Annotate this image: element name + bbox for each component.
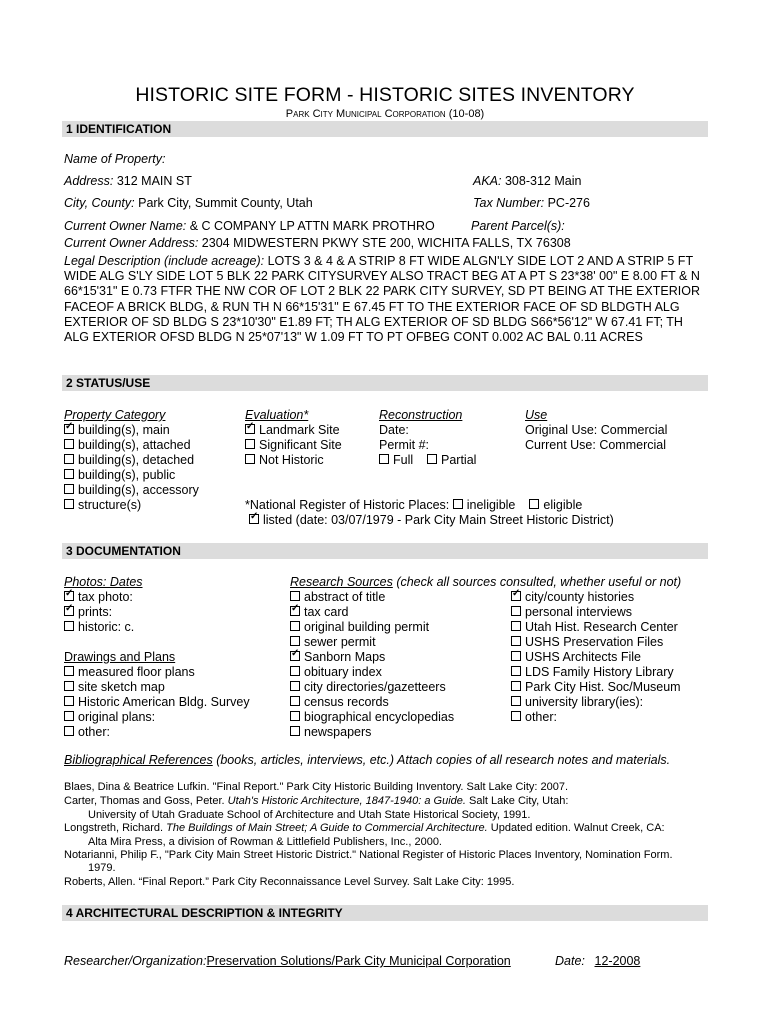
checkbox-icon[interactable]	[511, 651, 521, 661]
owner-label: Current Owner Name:	[64, 219, 187, 233]
evaluation-item[interactable]: Not Historic	[245, 453, 324, 467]
checked-checkbox-icon[interactable]	[249, 514, 259, 524]
checkbox-icon[interactable]	[511, 681, 521, 691]
checkbox-icon[interactable]	[290, 621, 300, 631]
checkbox-icon[interactable]	[64, 621, 74, 631]
checkbox-icon[interactable]	[290, 696, 300, 706]
checkbox-icon[interactable]	[64, 726, 74, 736]
national-register-row	[245, 498, 582, 512]
drawings-item[interactable]: measured floor plans	[64, 665, 195, 679]
address-label: Address:	[64, 174, 114, 188]
owner-address-row	[64, 236, 571, 250]
checkbox-icon[interactable]	[64, 696, 74, 706]
research-item[interactable]: ✓city/county histories	[511, 590, 634, 604]
checkbox-icon[interactable]	[511, 606, 521, 616]
section-2-title: 2 STATUS/USE	[66, 376, 151, 390]
research-item[interactable]: personal interviews	[511, 605, 632, 619]
checkbox-icon[interactable]	[64, 469, 74, 479]
checked-checkbox-icon[interactable]	[511, 591, 521, 601]
checkbox-icon[interactable]	[511, 666, 521, 676]
section-2-header	[62, 375, 708, 391]
property-category-item[interactable]: building(s), accessory	[64, 483, 199, 497]
checkbox-icon[interactable]	[379, 454, 389, 464]
bibliography-note: (books, articles, interviews, etc.) Attach copies of all research notes and materials.	[216, 753, 671, 767]
legal-description-label: Legal Description (include acreage):	[64, 254, 265, 268]
city-label: City, County:	[64, 196, 135, 210]
checked-checkbox-icon[interactable]	[64, 606, 74, 616]
book-title: Utah's Historic Architecture, 1847-1940: a Guide.	[227, 795, 466, 807]
name-of-property-label: Name of Property:	[64, 152, 166, 166]
evaluation-item[interactable]: ✓Landmark Site	[245, 423, 340, 437]
reconstruction-permit-label: Permit #:	[379, 438, 430, 452]
checked-checkbox-icon[interactable]	[64, 424, 74, 434]
property-category-item[interactable]: ✓building(s), main	[64, 423, 170, 437]
section-3-title: 3 DOCUMENTATION	[66, 544, 181, 558]
property-category-heading: Property Category	[64, 408, 166, 422]
research-item[interactable]: ✓tax card	[290, 605, 348, 619]
research-item[interactable]: university library(ies):	[511, 695, 643, 709]
bib-entry: Notarianni, Philip F., "Park City Main Street Historic District." National Register of Historic Places Inventory, Nomination Form.	[64, 849, 673, 861]
checkbox-icon[interactable]	[290, 711, 300, 721]
aka-row	[473, 174, 581, 188]
checkbox-icon[interactable]	[64, 666, 74, 676]
checkbox-icon[interactable]	[290, 681, 300, 691]
checkbox-icon[interactable]	[290, 591, 300, 601]
research-item[interactable]: Park City Hist. Soc/Museum	[511, 680, 681, 694]
legal-description-value: LOTS 3 & 4 & A STRIP 8 FT WIDE ALGN'LY SIDE LOT 2 AND A STRIP 5 FT WIDE ALG S'LY SIDE LOT 5 BLK 22 PARK CITYSURVEY ALSO TRACT BEG AT A PT S 23*38' 00" E 8.00 FT & N 66*15'31" E 0.73 FTFR THE NW COR OF LOT 2 BLK 22 PARK CITY SURVEY, SD PT BEING AT THE EXTERIOR FACEOF A BRICK BLDG, & RUN TH N 66*15'31" E 67.45 FT TO THE EXTERIOR FACE OF SD BLDGTH ALG EXTERIOR OF SD BLDG S 23*10'30" E1.89 FT; TH ALG EXTERIOR OF SD BLDG S66*56'12" W 67.41 FT; TH ALG EXTERIOR OFSD BLDG N 25*07'13" W 1.09 FT TO PT OFBEG CONT 0.002 AC BAL 0.11 ACRES	[64, 254, 700, 345]
research-sources-heading: Research Sources	[290, 575, 393, 589]
address-row	[64, 174, 192, 188]
date-value: 12-2008	[594, 954, 641, 968]
nr-listed-row[interactable]	[249, 513, 614, 527]
checkbox-icon[interactable]	[511, 621, 521, 631]
national-register-label: *National Register of Historic Places:	[245, 498, 450, 512]
section-3-header	[62, 543, 708, 559]
form-subtitle: Park City Municipal Corporation (10-08)	[285, 108, 485, 120]
property-category-item[interactable]: building(s), attached	[64, 438, 191, 452]
legal-description	[64, 254, 704, 345]
bib-entry: Alta Mira Press, a division of Rowman & Littlefield Publishers, Inc., 2000.	[88, 836, 442, 848]
section-1-title: 1 IDENTIFICATION	[66, 122, 172, 136]
checkbox-icon[interactable]	[64, 499, 74, 509]
reconstruction-full-option[interactable]: Full	[379, 453, 413, 467]
researcher-value: Preservation Solutions/Park City Municipal Corporation	[206, 954, 511, 968]
photos-item[interactable]: ✓tax photo:	[64, 590, 133, 604]
checkbox-icon[interactable]	[245, 439, 255, 449]
section-1-header	[62, 121, 708, 137]
address-value: 312 MAIN ST	[116, 174, 192, 188]
tax-label: Tax Number:	[473, 196, 545, 210]
bib-entry: University of Utah Graduate School of Architecture and Utah State Historical Society, 1991.	[88, 809, 531, 821]
original-use: Original Use: Commercial	[525, 423, 668, 437]
drawings-item[interactable]: Historic American Bldg. Survey	[64, 695, 250, 709]
checked-checkbox-icon[interactable]	[64, 591, 74, 601]
city-value: Park City, Summit County, Utah	[138, 196, 313, 210]
checkbox-icon[interactable]	[511, 696, 521, 706]
research-item[interactable]: ✓Sanborn Maps	[290, 650, 385, 664]
research-item[interactable]: original building permit	[290, 620, 429, 634]
bibliography-heading: Bibliographical References	[64, 753, 213, 767]
photos-item[interactable]: historic: c.	[64, 620, 134, 634]
research-item[interactable]: city directories/gazetteers	[290, 680, 446, 694]
research-item[interactable]: obituary index	[290, 665, 382, 679]
research-item[interactable]: census records	[290, 695, 389, 709]
tax-value: PC-276	[547, 196, 590, 210]
research-item[interactable]: sewer permit	[290, 635, 376, 649]
property-category-item[interactable]: building(s), public	[64, 468, 175, 482]
checkbox-icon[interactable]	[64, 454, 74, 464]
research-sources-row	[290, 575, 681, 589]
research-item[interactable]: Utah Hist. Research Center	[511, 620, 678, 634]
nr-eligible-label: eligible	[543, 498, 583, 512]
research-item[interactable]: abstract of title	[290, 590, 385, 604]
checkbox-icon[interactable]	[511, 636, 521, 646]
section-4-title: 4 ARCHITECTURAL DESCRIPTION & INTEGRITY	[66, 906, 343, 920]
book-title: The Buildings of Main Street; A Guide to Commercial Architecture.	[166, 822, 488, 834]
property-category-item[interactable]: building(s), detached	[64, 453, 194, 467]
checked-checkbox-icon[interactable]	[245, 424, 255, 434]
use-heading: Use	[525, 408, 548, 422]
checkbox-icon[interactable]	[511, 711, 521, 721]
reconstruction-heading: Reconstruction	[379, 408, 463, 422]
photos-heading: Photos: Dates	[64, 575, 143, 589]
owner-address-value: 2304 MIDWESTERN PKWY STE 200, WICHITA FALLS, TX 76308	[201, 236, 571, 250]
research-item[interactable]: USHS Architects File	[511, 650, 641, 664]
checkbox-icon[interactable]	[64, 711, 74, 721]
drawings-item[interactable]: site sketch map	[64, 680, 165, 694]
date-label: Date:	[555, 954, 585, 968]
bib-entry: 1979.	[88, 862, 116, 874]
owner-row	[64, 219, 435, 233]
research-item[interactable]: USHS Preservation Files	[511, 635, 663, 649]
city-row	[64, 196, 313, 210]
section-4-header	[62, 905, 708, 921]
tax-row	[473, 196, 590, 210]
owner-address-label: Current Owner Address:	[64, 236, 199, 250]
checkbox-icon[interactable]	[64, 484, 74, 494]
drawings-heading: Drawings and Plans	[64, 650, 176, 664]
nr-listed-label: listed (date: 03/07/1979 - Park City Main Street Historic District)	[263, 513, 614, 527]
bib-entry: Carter, Thomas and Goss, Peter. Utah's Historic Architecture, 1847-1940: a Guide. Salt Lake City, Utah:	[64, 795, 569, 807]
nr-ineligible-label: ineligible	[466, 498, 516, 512]
research-item[interactable]: biographical encyclopedias	[290, 710, 454, 724]
research-item[interactable]: LDS Family History Library	[511, 665, 674, 679]
research-item[interactable]: newspapers	[290, 725, 371, 739]
form-title: HISTORIC SITE FORM - HISTORIC SITES INVENTORY	[135, 84, 635, 106]
research-sources-note: (check all sources consulted, whether useful or not)	[396, 575, 682, 589]
bib-entry: Blaes, Dina & Beatrice Lufkin. "Final Report." Park City Historic Building Inventory. Salt Lake City: 2007.	[64, 781, 569, 793]
parent-parcel-label: Parent Parcel(s):	[471, 219, 565, 233]
drawings-item[interactable]: original plans:	[64, 710, 155, 724]
owner-value: & C COMPANY LP ATTN MARK PROTHRO	[189, 219, 435, 233]
date-row	[555, 954, 640, 968]
checkbox-icon[interactable]	[290, 726, 300, 736]
checkbox-icon[interactable]	[64, 439, 74, 449]
checkbox-icon[interactable]	[245, 454, 255, 464]
checkbox-icon[interactable]	[453, 499, 463, 509]
bibliography-row	[64, 753, 670, 767]
checkbox-icon[interactable]	[290, 636, 300, 646]
checked-checkbox-icon[interactable]	[290, 651, 300, 661]
checkbox-icon[interactable]	[529, 499, 539, 509]
aka-value: 308-312 Main	[504, 174, 582, 188]
evaluation-item[interactable]: Significant Site	[245, 438, 342, 452]
reconstruction-date-label: Date:	[379, 423, 409, 437]
checked-checkbox-icon[interactable]	[290, 606, 300, 616]
research-item[interactable]: other:	[511, 710, 557, 724]
evaluation-heading: Evaluation*	[245, 408, 309, 422]
bib-entry: Roberts, Allen. “Final Report.” Park City Reconnaissance Level Survey. Salt Lake City: 1995.	[64, 876, 515, 888]
drawings-item[interactable]: other:	[64, 725, 110, 739]
checkbox-icon[interactable]	[290, 666, 300, 676]
bib-entry: Longstreth, Richard. The Buildings of Main Street; A Guide to Commercial Architecture. Updated edition. Walnut Creek, CA:	[64, 822, 665, 834]
property-category-item[interactable]: structure(s)	[64, 498, 141, 512]
current-use: Current Use: Commercial	[525, 438, 667, 452]
researcher-row	[64, 954, 551, 968]
researcher-label: Researcher/Organization:	[64, 954, 207, 968]
checkbox-icon[interactable]	[64, 681, 74, 691]
reconstruction-partial-option[interactable]: Partial	[427, 453, 476, 467]
aka-label: AKA:	[473, 174, 502, 188]
checkbox-icon[interactable]	[427, 454, 437, 464]
photos-item[interactable]: ✓prints:	[64, 605, 112, 619]
